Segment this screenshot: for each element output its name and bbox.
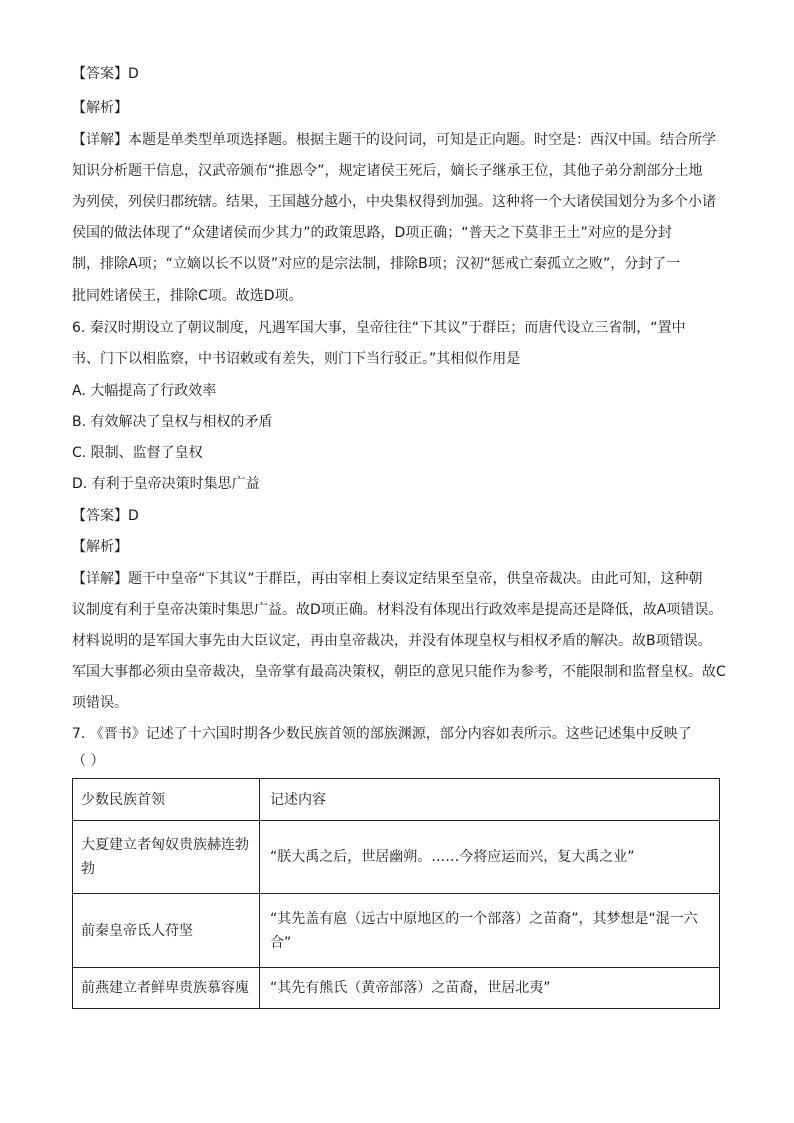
option-c: C. 限制、监督了皇权 xyxy=(72,445,203,461)
explanation-line: 制，排除A项；“立嫡以长不以贤”对应的是宗法制，排除B项；汉初“惩戒亡秦孤立之败”，分封了一 xyxy=(72,256,681,272)
option-d: D. 有利于皇帝决策时集思广益 xyxy=(72,476,260,492)
explanation-line: 议制度有利于皇帝决策时集思广益。故D项正确。材料没有体现出行政效率是提高还是降低，故A项错误。 xyxy=(72,602,723,618)
question-6-stem: 6. 秦汉时期设立了朝议制度，凡遇军国大事，皇帝往往“下其议”于群臣；而唐代设立三省制，“置中 xyxy=(72,320,686,336)
explanation-line: 材料说明的是军国大事先由大臣议定，再由皇帝裁决，并没有体现皇权与相权矛盾的解决。故B项错误。 xyxy=(72,633,712,649)
analysis-label-6: 【解析】 xyxy=(72,539,128,555)
answer-label-6: 【答案】D xyxy=(72,508,139,524)
table-cell-content: “其先盖有扈（远古中原地区的一个部落）之苗裔”，其梦想是“混一六 合” xyxy=(260,894,720,968)
option-b: B. 有效解决了皇权与相权的矛盾 xyxy=(72,414,273,430)
source-table xyxy=(72,778,720,1009)
table-header-cell: 记述内容 xyxy=(260,779,720,821)
explanation-line: 【详解】题干中皇帝“下其议”于群臣，再由宰相上奏议定结果至皇帝，供皇帝裁决。由此可知，这种朝 xyxy=(72,571,703,587)
table-row xyxy=(73,821,720,894)
table-cell-content: “朕大禹之后，世居幽朔。……今将应运而兴，复大禹之业” xyxy=(260,821,720,894)
table-cell-leader: 前秦皇帝氐人苻坚 xyxy=(73,894,260,968)
question-7-blank: （ ） xyxy=(72,753,105,769)
explanation-line: 项错误。 xyxy=(72,695,128,711)
table-header-row xyxy=(73,779,720,821)
explanation-line: 侯国的做法体现了“众建诸侯而少其力”的政策思路，D项正确；“普天之下莫非王土”对应的是分封 xyxy=(72,225,672,241)
explanation-line: 批同姓诸侯王，排除C项。故选D项。 xyxy=(72,288,303,304)
answer-label-5: 【答案】D xyxy=(72,66,139,82)
analysis-label-5: 【解析】 xyxy=(72,100,128,116)
explanation-line: 知识分析题干信息，汉武帝颁布“推恩令”，规定诸侯王死后，嫡长子继承王位，其他子弟分割部分土地 xyxy=(72,163,703,179)
explanation-line: 【详解】本题是单类型单项选择题。根据主题干的设问词，可知是正向题。时空是：西汉中国。结合所学 xyxy=(72,132,716,148)
option-a: A. 大幅提高了行政效率 xyxy=(72,383,217,399)
explanation-line: 军国大事都必须由皇帝裁决，皇帝掌有最高决策权，朝臣的意见只能作为参考，不能限制和监督皇权。故C xyxy=(72,664,726,680)
table-row xyxy=(73,894,720,968)
table-cell-content: “其先有熊氏（黄帝部落）之苗裔，世居北夷” xyxy=(260,968,720,1009)
table-cell-leader: 前燕建立者鲜卑贵族慕容廆 xyxy=(73,968,260,1009)
explanation-line: 为列侯，列侯归郡统辖。结果，王国越分越小，中央集权得到加强。这种将一个大诸侯国划分为多个小诸 xyxy=(72,194,716,210)
question-7-stem: 7. 《晋书》记述了十六国时期各少数民族首领的部族渊源，部分内容如表所示。这些记述集中反映了 xyxy=(72,726,692,742)
table-row xyxy=(73,968,720,1009)
question-6-stem: 书、门下以相监察，中书诏敕或有差失，则门下当行驳正。”其相似作用是 xyxy=(72,351,521,367)
table-header-cell: 少数民族首领 xyxy=(73,779,260,821)
table-cell-leader: 大夏建立者匈奴贵族赫连勃 勃 xyxy=(73,821,260,894)
